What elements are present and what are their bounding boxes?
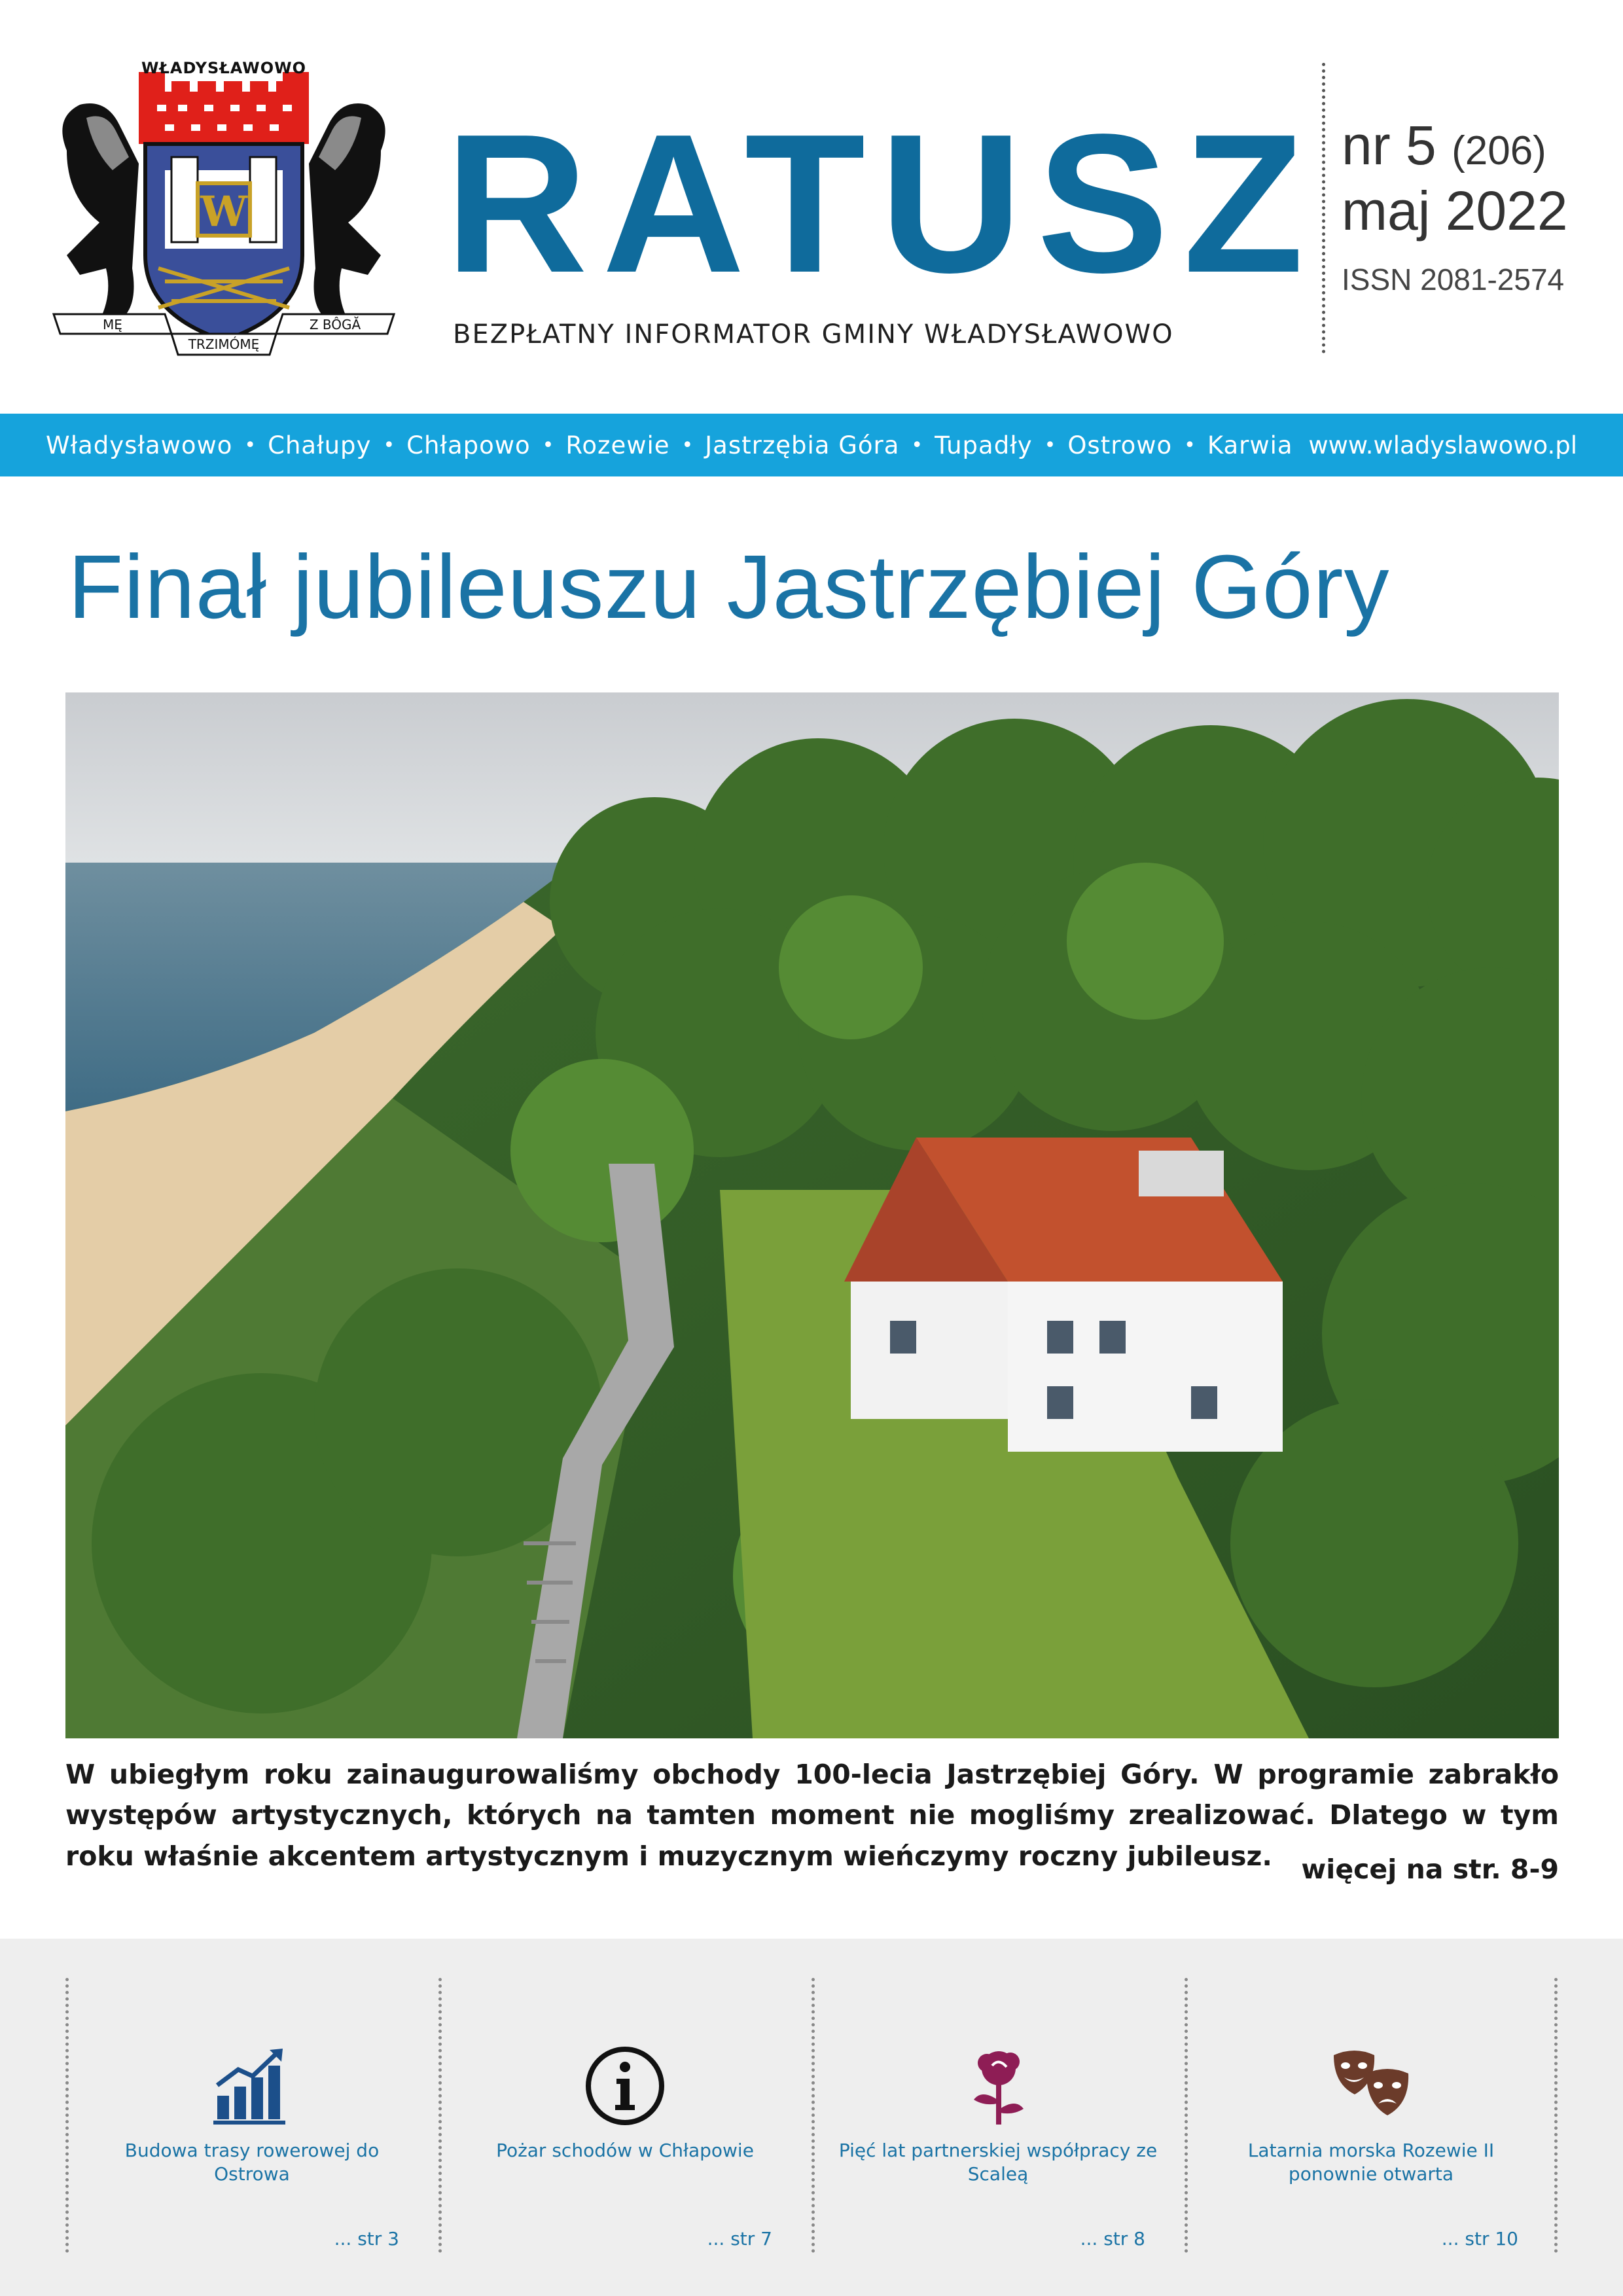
issue-number: nr 5 xyxy=(1342,115,1436,176)
locality: Ostrowo xyxy=(1067,431,1173,459)
issn: ISSN 2081-2574 xyxy=(1342,262,1565,296)
teaser-divider xyxy=(1185,1978,1188,2253)
masthead-title: RATUSZ xyxy=(445,93,1319,314)
bar-chart-growth-icon xyxy=(209,2043,294,2128)
bullet-separator: • xyxy=(383,433,395,457)
bullet-separator: • xyxy=(681,433,694,457)
crest-town-label: WŁADYSŁAWOWO xyxy=(141,59,306,77)
crest-motto-right: Z BÔGĂ xyxy=(309,317,361,332)
teaser-page-ref: ... str 10 xyxy=(1441,2228,1518,2250)
locality: Władysławowo xyxy=(46,431,233,459)
locality: Karwia xyxy=(1207,431,1293,459)
teaser-page-ref: ... str 8 xyxy=(1080,2228,1145,2250)
teaser-title: Pięć lat partnerskiej współpracy ze Scaleą xyxy=(838,2140,1158,2185)
teaser-card[interactable] xyxy=(438,1978,812,2253)
locality: Chłapowo xyxy=(406,431,531,459)
teaser-title: Pożar schodów w Chłapowie xyxy=(496,2140,754,2161)
teaser-divider xyxy=(438,1978,442,2253)
bullet-separator: • xyxy=(244,433,257,457)
teaser-divider xyxy=(65,1978,69,2253)
bullet-separator: • xyxy=(911,433,923,457)
cover-photo xyxy=(65,692,1559,1738)
coat-of-arms xyxy=(41,59,407,367)
cover-headline: Finał jubileuszu Jastrzębiej Góry xyxy=(68,537,1390,637)
bullet-separator: • xyxy=(542,433,554,457)
teaser-page-ref: ... str 7 xyxy=(707,2228,772,2250)
teasers-section xyxy=(0,1939,1623,2296)
more-link[interactable]: więcej na str. 8-9 xyxy=(1301,1854,1559,1885)
crest-motto-left: MĘ xyxy=(103,317,122,332)
issue-number-line xyxy=(1342,115,1546,176)
aerial-coast-illustration xyxy=(65,692,1559,1738)
teaser-card[interactable] xyxy=(65,1978,438,2253)
teaser-card[interactable] xyxy=(1185,1978,1558,2253)
crest-motto-center: TRZIMÓMĘ xyxy=(188,336,260,352)
issue-date: maj 2022 xyxy=(1342,180,1568,242)
issue-total: (206) xyxy=(1452,128,1546,173)
teaser-divider xyxy=(812,1978,815,2253)
rose-icon xyxy=(955,2043,1041,2128)
masthead-divider xyxy=(1322,63,1325,353)
localities-list xyxy=(46,431,1293,459)
bullet-separator: • xyxy=(1184,433,1196,457)
info-circle-icon xyxy=(582,2043,668,2128)
website-link[interactable]: www.wladyslawowo.pl xyxy=(1308,431,1577,459)
locality: Tupadły xyxy=(935,431,1033,459)
locality: Jastrzębia Góra xyxy=(705,431,900,459)
teaser-title: Budowa trasy rowerowej do Ostrowa xyxy=(124,2140,380,2185)
lead-paragraph: W ubiegłym roku zainaugurowaliśmy obchody 100-lecia Jastrzębiej Góry. W programie zabrakło występów artystycznych, których na tamten moment nie mogliśmy zrealizować. Dlatego w tym roku właśnie akcentem artystycznym i muzycznym wieńczymy roczny jubileusz. xyxy=(65,1759,1559,1872)
bullet-separator: • xyxy=(1044,433,1056,457)
teaser-title: Latarnia morska Rozewie II ponownie otwarta xyxy=(1247,2140,1495,2185)
teaser-divider xyxy=(1554,1978,1558,2253)
theatre-masks-icon xyxy=(1329,2043,1414,2128)
crest-emblem xyxy=(41,59,407,367)
locality: Chałupy xyxy=(268,431,372,459)
masthead-subtitle: BEZPŁATNY INFORMATOR GMINY WŁADYSŁAWOWO xyxy=(453,319,1174,350)
localities-bar xyxy=(0,414,1623,476)
locality: Rozewie xyxy=(565,431,670,459)
teaser-card[interactable] xyxy=(812,1978,1185,2253)
crest-letter: W xyxy=(200,187,247,236)
teaser-page-ref: ... str 3 xyxy=(334,2228,399,2250)
